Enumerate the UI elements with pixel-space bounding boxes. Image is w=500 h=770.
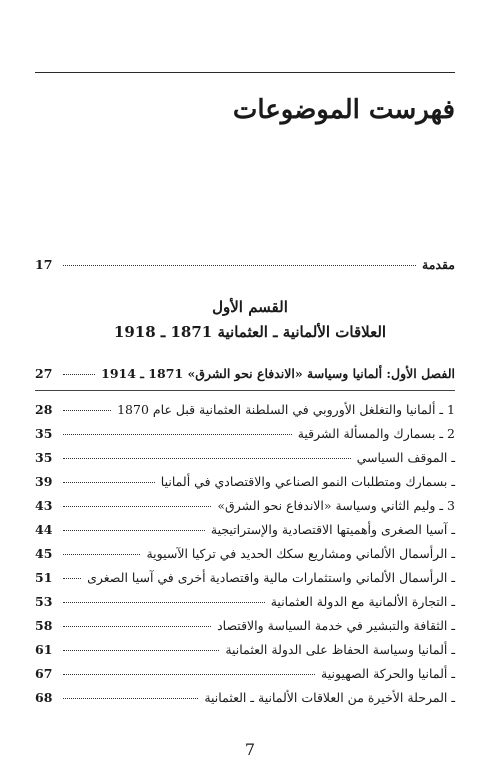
toc-entry bbox=[35, 402, 455, 417]
toc-entry-page: 68 bbox=[35, 690, 53, 705]
toc-entry bbox=[35, 690, 455, 705]
part-subtitle: العلاقات الألمانية ـ العثمانية 1871 ـ 1918 bbox=[113, 323, 387, 341]
toc-entry-page: 53 bbox=[35, 594, 53, 609]
dot-leader bbox=[63, 482, 155, 483]
toc-intro bbox=[35, 257, 455, 272]
toc-entry-page: 45 bbox=[35, 546, 53, 561]
toc-entry bbox=[35, 498, 455, 513]
toc-entry-label: ـ الثقافة والتبشير في خدمة السياسة والاقتصاد bbox=[217, 618, 455, 633]
toc-entry bbox=[35, 426, 455, 441]
dot-leader bbox=[63, 674, 315, 675]
toc-entry-label: 2 ـ بسمارك والمسألة الشرقية bbox=[297, 426, 455, 441]
toc-chapter-label: الفصل الأول: ألمانيا وسياسة «الاندفاع نحو الشرق» 1871 ـ 1914 bbox=[101, 366, 455, 381]
page-number: 7 bbox=[244, 740, 256, 759]
section-divider bbox=[35, 390, 455, 391]
toc-entry bbox=[35, 666, 455, 681]
dot-leader bbox=[63, 434, 292, 435]
toc-entry-label: ـ الرأسمال الألماني ومشاريع سكك الحديد في تركيا الآسيوية bbox=[146, 546, 455, 561]
toc-entry-page: 61 bbox=[35, 642, 53, 657]
toc-entry-label: ـ ألمانيا وسياسة الحفاظ على الدولة العثمانية bbox=[225, 642, 455, 657]
toc-entry-page: 35 bbox=[35, 450, 53, 465]
toc-entry-label: 1 ـ ألمانيا والتغلغل الأوروبي في السلطنة العثمانية قبل عام 1870 bbox=[117, 402, 455, 417]
toc-entry bbox=[35, 642, 455, 657]
dot-leader bbox=[63, 698, 198, 699]
toc-entry-label: ـ بسمارك ومتطلبات النمو الصناعي والاقتصادي في ألمانيا bbox=[160, 474, 455, 489]
toc-entry-label: ـ الرأسمال الألماني واستثمارات مالية واقتصادية أخرى في آسيا الصغرى bbox=[87, 570, 455, 585]
toc-entry bbox=[35, 474, 455, 489]
toc-entry-page: 39 bbox=[35, 474, 53, 489]
toc-chapter bbox=[35, 366, 455, 381]
toc-entry bbox=[35, 570, 455, 585]
dot-leader bbox=[63, 506, 211, 507]
toc-entry-page: 43 bbox=[35, 498, 53, 513]
dot-leader bbox=[63, 374, 95, 375]
toc-entry-label: ـ التجارة الألمانية مع الدولة العثمانية bbox=[270, 594, 455, 609]
toc-entry-page: 67 bbox=[35, 666, 53, 681]
toc-entry-page: 28 bbox=[35, 402, 53, 417]
dot-leader bbox=[63, 265, 416, 266]
dot-leader bbox=[63, 458, 351, 459]
toc-entry-page: 44 bbox=[35, 522, 53, 537]
toc-entry-label: ـ الموقف السياسي bbox=[356, 450, 455, 465]
dot-leader bbox=[63, 554, 140, 555]
toc-entry bbox=[35, 618, 455, 633]
toc-entry-page: 58 bbox=[35, 618, 53, 633]
dot-leader bbox=[63, 578, 81, 579]
toc-entry-label: 3 ـ وليم الثاني وسياسة «الاندفاع نحو الشرق» bbox=[217, 498, 455, 513]
top-divider bbox=[35, 72, 455, 73]
toc-entry-label: ـ ألمانيا والحركة الصهيونية bbox=[321, 666, 455, 681]
toc-chapter-page: 27 bbox=[35, 366, 53, 381]
toc-entry-page: 51 bbox=[35, 570, 53, 585]
toc-entry-label: ـ المرحلة الأخيرة من العلاقات الألمانية ـ العثمانية bbox=[204, 690, 455, 705]
toc-entry-page: 35 bbox=[35, 426, 53, 441]
page-title: فهرست الموضوعات bbox=[232, 95, 455, 125]
dot-leader bbox=[63, 530, 205, 531]
toc-entry bbox=[35, 546, 455, 561]
dot-leader bbox=[63, 602, 265, 603]
toc-intro-label: مقدمة bbox=[422, 257, 455, 272]
toc-entry bbox=[35, 594, 455, 609]
dot-leader bbox=[63, 626, 211, 627]
toc-entry-label: ـ آسيا الصغرى وأهميتها الاقتصادية والإستراتيجية bbox=[210, 522, 455, 537]
toc-entry bbox=[35, 522, 455, 537]
toc-intro-page: 17 bbox=[35, 257, 53, 272]
dot-leader bbox=[63, 650, 219, 651]
part-heading: القسم الأول bbox=[212, 298, 288, 316]
toc-entry bbox=[35, 450, 455, 465]
dot-leader bbox=[63, 410, 111, 411]
